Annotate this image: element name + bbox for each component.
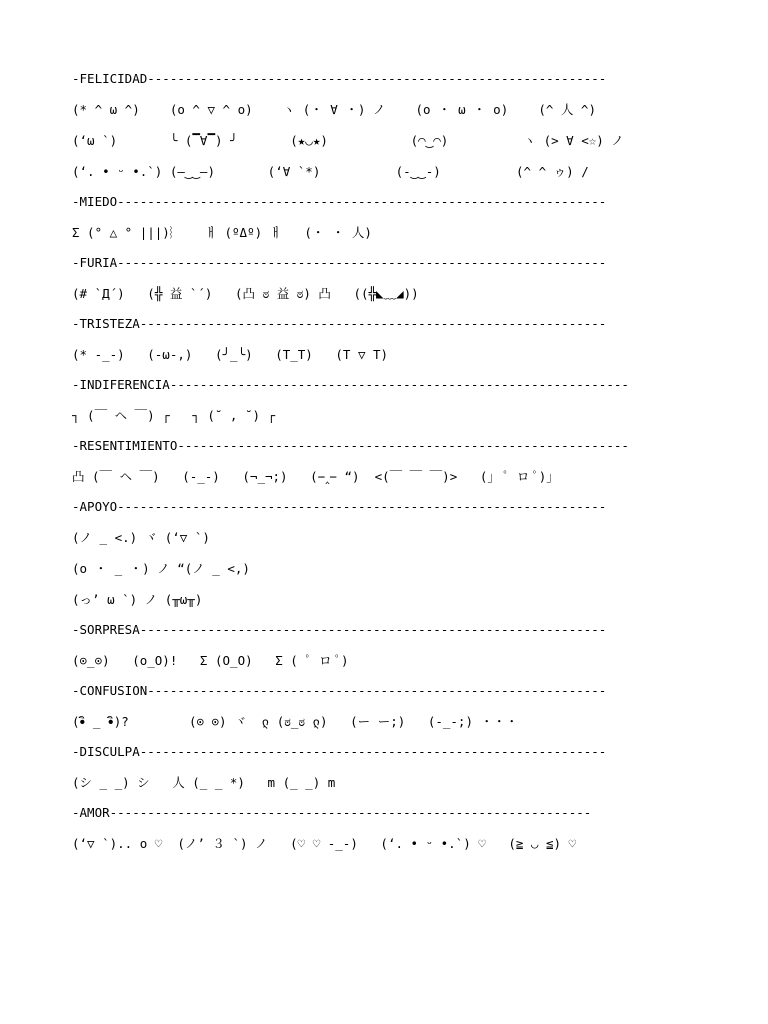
section-furia (72, 248, 752, 309)
section-miedo (72, 187, 752, 248)
emoticon-row: (っ’ ω `) ノ (╥ω╥) (72, 592, 203, 607)
section-sorpresa (72, 615, 752, 676)
section-indiferencia (72, 370, 752, 431)
emoticon-row: (ʻ. • ᵕ •.`) (–‿‿–) (ʻ∀ `*) (-‿‿-) (^ ^ ゥ) / (72, 164, 589, 179)
emoticon-row: (ノ _ <.) ヾ (ʻ▽ `) (72, 530, 210, 545)
emoticon-row: Σ (° △ ° |||)︴ ㅐ (ºΔº) ㅐ (・ ・ 人) (72, 225, 372, 240)
section-header: -DISCULPA-------------------------------------------------------------- (72, 744, 607, 759)
section-header: -FELICIDAD------------------------------------------------------------- (72, 71, 607, 86)
section-header: -INDIFERENCIA------------------------------------------------------------- (72, 377, 629, 392)
section-header: -RESENTIMIENTO------------------------------------------------------------ (72, 438, 629, 453)
section-amor (72, 798, 752, 859)
section-resentimiento (72, 431, 752, 492)
section-header: -CONFUSION------------------------------------------------------------- (72, 683, 607, 698)
emoticon-row: (•ิ _ •ิ)? (⊙ ⊙) ヾ ლ (ಠ_ಠ ლ) (ー ー;) (-_-;) ・・・ (72, 714, 519, 729)
emoticon-row: (シ _ _) シ 人 (_ _ *) m (_ _) m (72, 775, 336, 790)
section-header: -FURIA----------------------------------------------------------------- (72, 255, 607, 270)
section-header: -AMOR---------------------------------------------------------------- (72, 805, 592, 820)
section-disculpa (72, 737, 752, 798)
emoticon-row: (ʻ▽ `).. o ♡ (ノ’ ３ `) ノ (♡ ♡ -_-) (ʻ. • ᵕ •.`) ♡ (≧ ◡ ≦) ♡ (72, 836, 577, 851)
section-header: -TRISTEZA-------------------------------------------------------------- (72, 316, 607, 331)
emoticon-row: (* -_-) (-ω-,) (╯_╰) (T_T) (T ▽ T) (72, 347, 389, 362)
section-confusion (72, 676, 752, 737)
emoticon-row: (⊙_⊙) (o_O)! Σ (O_O) Σ ( ﾟ ロ ﾟ) (72, 653, 349, 668)
emoticon-row: (o ・ _ ・) ノ “(ノ _ <,) (72, 561, 250, 576)
emoticon-row: (# `Д´) (╬ 益 `´) (凸 ಠ 益 ಠ) 凸 ((╬◣﹏◢)) (72, 286, 419, 301)
emoticon-document (72, 64, 752, 859)
emoticon-row: 凸 (￣ ヘ ￣) (-_-) (¬_¬;) (−‸− “) <(￣ ￣ ￣)> (」 ﾟ ロ ﾟ)」 (72, 469, 559, 484)
section-tristeza (72, 309, 752, 370)
section-header: -APOYO----------------------------------------------------------------- (72, 499, 607, 514)
section-header: -MIEDO----------------------------------------------------------------- (72, 194, 607, 209)
section-apoyo (72, 492, 752, 615)
emoticon-row: (ʻω `) ╰ (▔∀▔) ╯ (★◡★) (◠‿◠) ヽ (> ∀ <☆) ノ (72, 133, 624, 148)
section-header: -SORPRESA-------------------------------------------------------------- (72, 622, 607, 637)
section-felicidad (72, 64, 752, 187)
emoticon-row: (* ^ ω ^) (o ^ ▽ ^ o) ヽ (・ ∀ ・) ノ (o ・ ω ・ o) (^ 人 ^) (72, 102, 596, 117)
emoticon-row: ┐ (￣ ヘ ￣) ┌ ┐ (˘ , ˘) ┌ (72, 408, 276, 423)
